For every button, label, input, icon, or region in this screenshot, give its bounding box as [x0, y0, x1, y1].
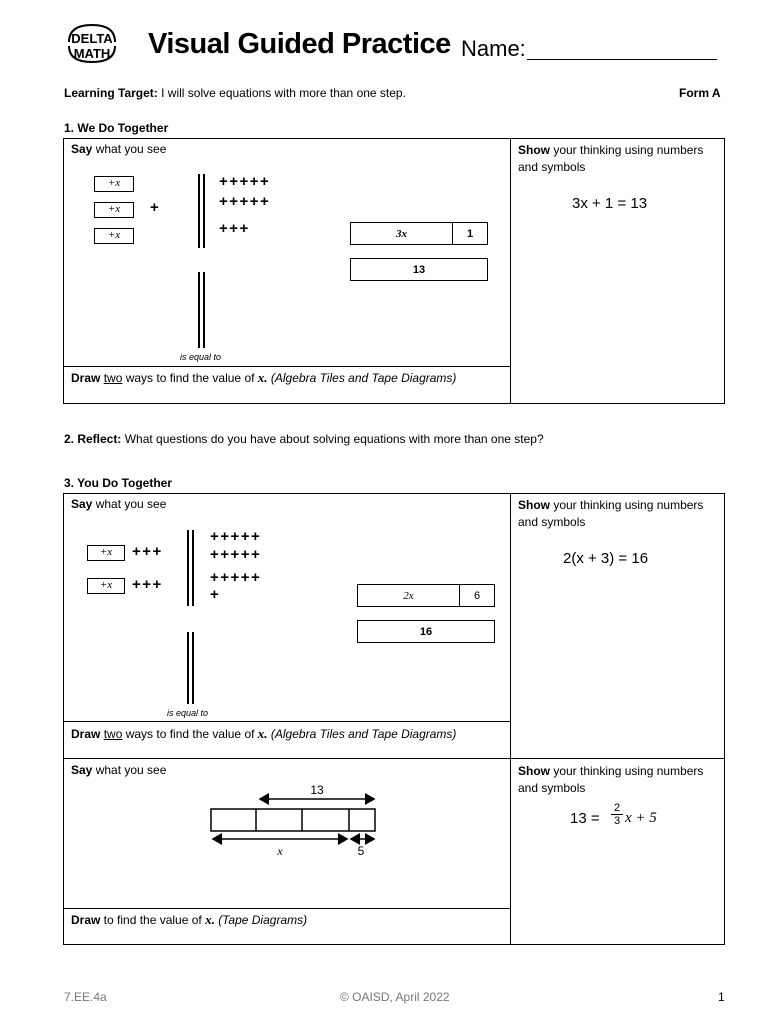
logo-text-bottom: MATH: [73, 46, 111, 61]
unit-tiles-row: +: [210, 586, 221, 603]
label-x: x: [277, 844, 283, 858]
x-tile: +x: [94, 228, 134, 244]
x-tile: +x: [94, 176, 134, 192]
equals-bar: [192, 530, 194, 606]
equals-bar: [203, 174, 205, 248]
section1-draw-divider: [63, 366, 511, 367]
tape-cell: 6: [459, 585, 494, 606]
section3-part2-show: Show your thinking using numbers and symbols: [518, 764, 704, 795]
fraction-two-thirds: [611, 802, 623, 827]
name-line[interactable]: [527, 59, 717, 60]
section3-part2-draw-instruction: Draw to find the value of x. (Tape Diagrams): [71, 912, 308, 927]
label-5: 5: [357, 844, 365, 858]
section3-say: Say what you see: [71, 497, 167, 511]
tape-diagram-top: [350, 222, 488, 245]
unit-tiles-row: +++++: [210, 569, 262, 586]
fraction-denominator: 3: [611, 814, 623, 827]
delta-math-logo: [63, 22, 121, 64]
section3-divider: [510, 493, 511, 945]
section3-part2-eq-right: x + 5: [625, 810, 657, 826]
footer-copyright: © OAISD, April 2022: [340, 990, 450, 1004]
page-title: Visual Guided Practice: [148, 28, 451, 60]
section1-heading: 1. We Do Together: [64, 121, 169, 135]
tape-bar: [211, 809, 375, 831]
tape-diagram-top: [357, 584, 495, 607]
section3-show: Show your thinking using numbers and symbols: [518, 498, 704, 529]
section2-reflect: 2. Reflect: What questions do you have about solving equations with more than one step?: [64, 432, 544, 446]
section3-part2-say: Say what you see: [71, 763, 167, 777]
is-equal-to-label: is equal to: [180, 352, 222, 362]
section3-draw-instruction: Draw two ways to find the value of x. (Algebra Tiles and Tape Diagrams): [71, 726, 457, 741]
equals-bar: [203, 272, 205, 348]
learning-target-text: I will solve equations with more than one step.: [161, 86, 406, 100]
equals-bar: [187, 632, 189, 704]
equals-bar: [198, 174, 200, 248]
tape-diagram-bottom: [350, 258, 488, 281]
section3-equation: 2(x + 3) = 16: [563, 550, 649, 567]
learning-target-label: Learning Target:: [64, 86, 158, 100]
section1-say: Say what you see: [71, 142, 167, 156]
form-label: Form A: [679, 86, 721, 100]
name-label: Name:: [461, 36, 526, 61]
logo-text-top: DELTA: [71, 31, 113, 46]
is-equal-to-label: is equal to: [167, 708, 209, 718]
unit-tiles-row: +++++: [210, 546, 262, 563]
page-number: 1: [718, 990, 725, 1004]
x-tile: +x: [87, 578, 125, 594]
tape-diagram-bottom: [357, 620, 495, 643]
tape-cell: 1: [452, 223, 487, 244]
unit-tile-plus: +: [150, 199, 161, 216]
unit-tiles-group: +++: [132, 543, 163, 560]
unit-tiles-row: +++++: [210, 528, 262, 545]
equals-bar: [192, 632, 194, 704]
section3-heading: 3. You Do Together: [64, 476, 173, 490]
learning-target: [64, 86, 406, 100]
unit-tiles-row: +++++: [219, 193, 271, 210]
tape-cell: 3x: [396, 227, 407, 240]
fraction-numerator: 2: [613, 802, 621, 814]
equals-bar: [198, 272, 200, 348]
section1-show: Show your thinking using numbers and symbols: [518, 143, 704, 174]
tape-diagram-fraction: [200, 780, 390, 860]
tape-cell: 2x: [403, 589, 414, 602]
unit-tiles-row: +++++: [219, 173, 271, 190]
section1-draw-instruction: Draw two ways to find the value of x. (Algebra Tiles and Tape Diagrams): [71, 370, 457, 385]
section3-draw-divider: [63, 721, 511, 722]
x-tile: +x: [87, 545, 125, 561]
section3-part2-draw-divider: [63, 908, 511, 909]
footer-standard: 7.EE.4a: [64, 990, 107, 1004]
x-tile: +x: [94, 202, 134, 218]
tape-cell: 16: [419, 625, 433, 638]
section1-divider: [510, 138, 511, 404]
unit-tiles-row: +++: [219, 220, 250, 237]
tape-cell: 13: [412, 263, 426, 276]
section3-row-divider: [63, 758, 725, 759]
section3-part2-eq-left: 13 =: [570, 810, 600, 827]
unit-tiles-group: +++: [132, 576, 163, 593]
label-13: 13: [310, 783, 324, 797]
section1-equation: 3x + 1 = 13: [572, 195, 648, 212]
equals-bar: [187, 530, 189, 606]
